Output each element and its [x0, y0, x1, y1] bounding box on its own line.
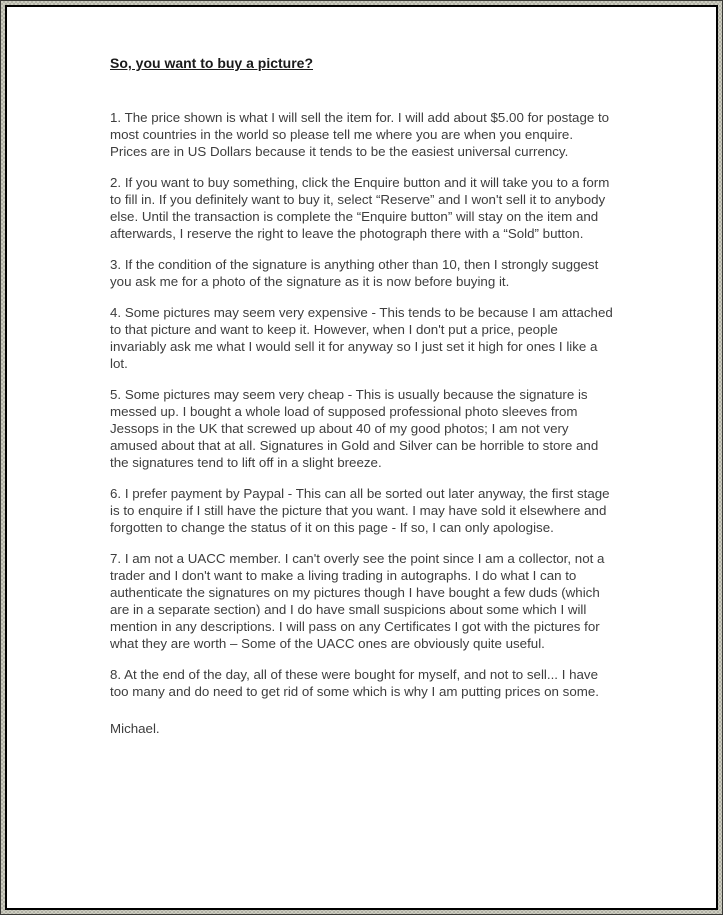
page-title: So, you want to buy a picture? [110, 55, 314, 71]
paragraph-5: 5. Some pictures may seem very cheap - This is usually because the signature is messed up. I bought a whole load of supposed professional photo sleeves from Jessops in the UK that screwed up about 40 of my good photos; I am not very amused about that at all. Signatures in Gold and Silver can be horrible to store and the signatures tend to lift off in a slight breeze. [110, 387, 599, 470]
paragraph-4: 4. Some pictures may seem very expensive - This tends to be because I am attached to that picture and want to keep it. However, when I don't put a price, people invariably ask me what I would sell it for anyway so I just set it high for ones I like a lot. [110, 305, 613, 371]
paragraph-6: 6. I prefer payment by Paypal - This can all be sorted out later anyway, the first stage is to enquire if I still have the picture that you want. I may have sold it elsewhere and forgotten to change the status of it on this page - If so, I can only apologise. [110, 486, 610, 535]
frame-texture-band [1, 1, 722, 914]
paragraph-1: 1. The price shown is what I will sell the item for. I will add about $5.00 for postage to most countries in the world so please tell me where you are when you enquire. Prices are in US Dollars because it tends to be the easiest universal currency. [110, 110, 610, 159]
signature: Michael. [110, 721, 160, 736]
paragraph-2: 2. If you want to buy something, click the Enquire button and it will take you to a form to fill in. If you definitely want to buy it, select “Reserve” and I won't sell it to anybody else. Until the transaction is complete the “Enquire button” will stay on the item and afterwards, I reserve the right to leave the photograph there with a “Sold” button. [110, 175, 610, 241]
paragraph-7: 7. I am not a UACC member. I can't overly see the point since I am a collector, not a trader and I don't want to make a living trading in autographs. I do what I can to authenticate the signatures on my pictures though I have bought a few duds (which are in a separate section) and I do have small suspicions about some which I will mention in any descriptions. I will pass on any Certificates I got with the pictures for what they are worth – Some of the UACC ones are obviously quite useful. [110, 551, 605, 651]
paragraph-3: 3. If the condition of the signature is anything other than 10, then I strongly suggest you ask me for a photo of the signature as it is now before buying it. [110, 257, 599, 289]
paragraph-8: 8. At the end of the day, all of these were bought for myself, and not to sell... I have too many and do need to get rid of some which is why I am putting prices on some. [110, 667, 599, 699]
document-page [5, 5, 718, 910]
